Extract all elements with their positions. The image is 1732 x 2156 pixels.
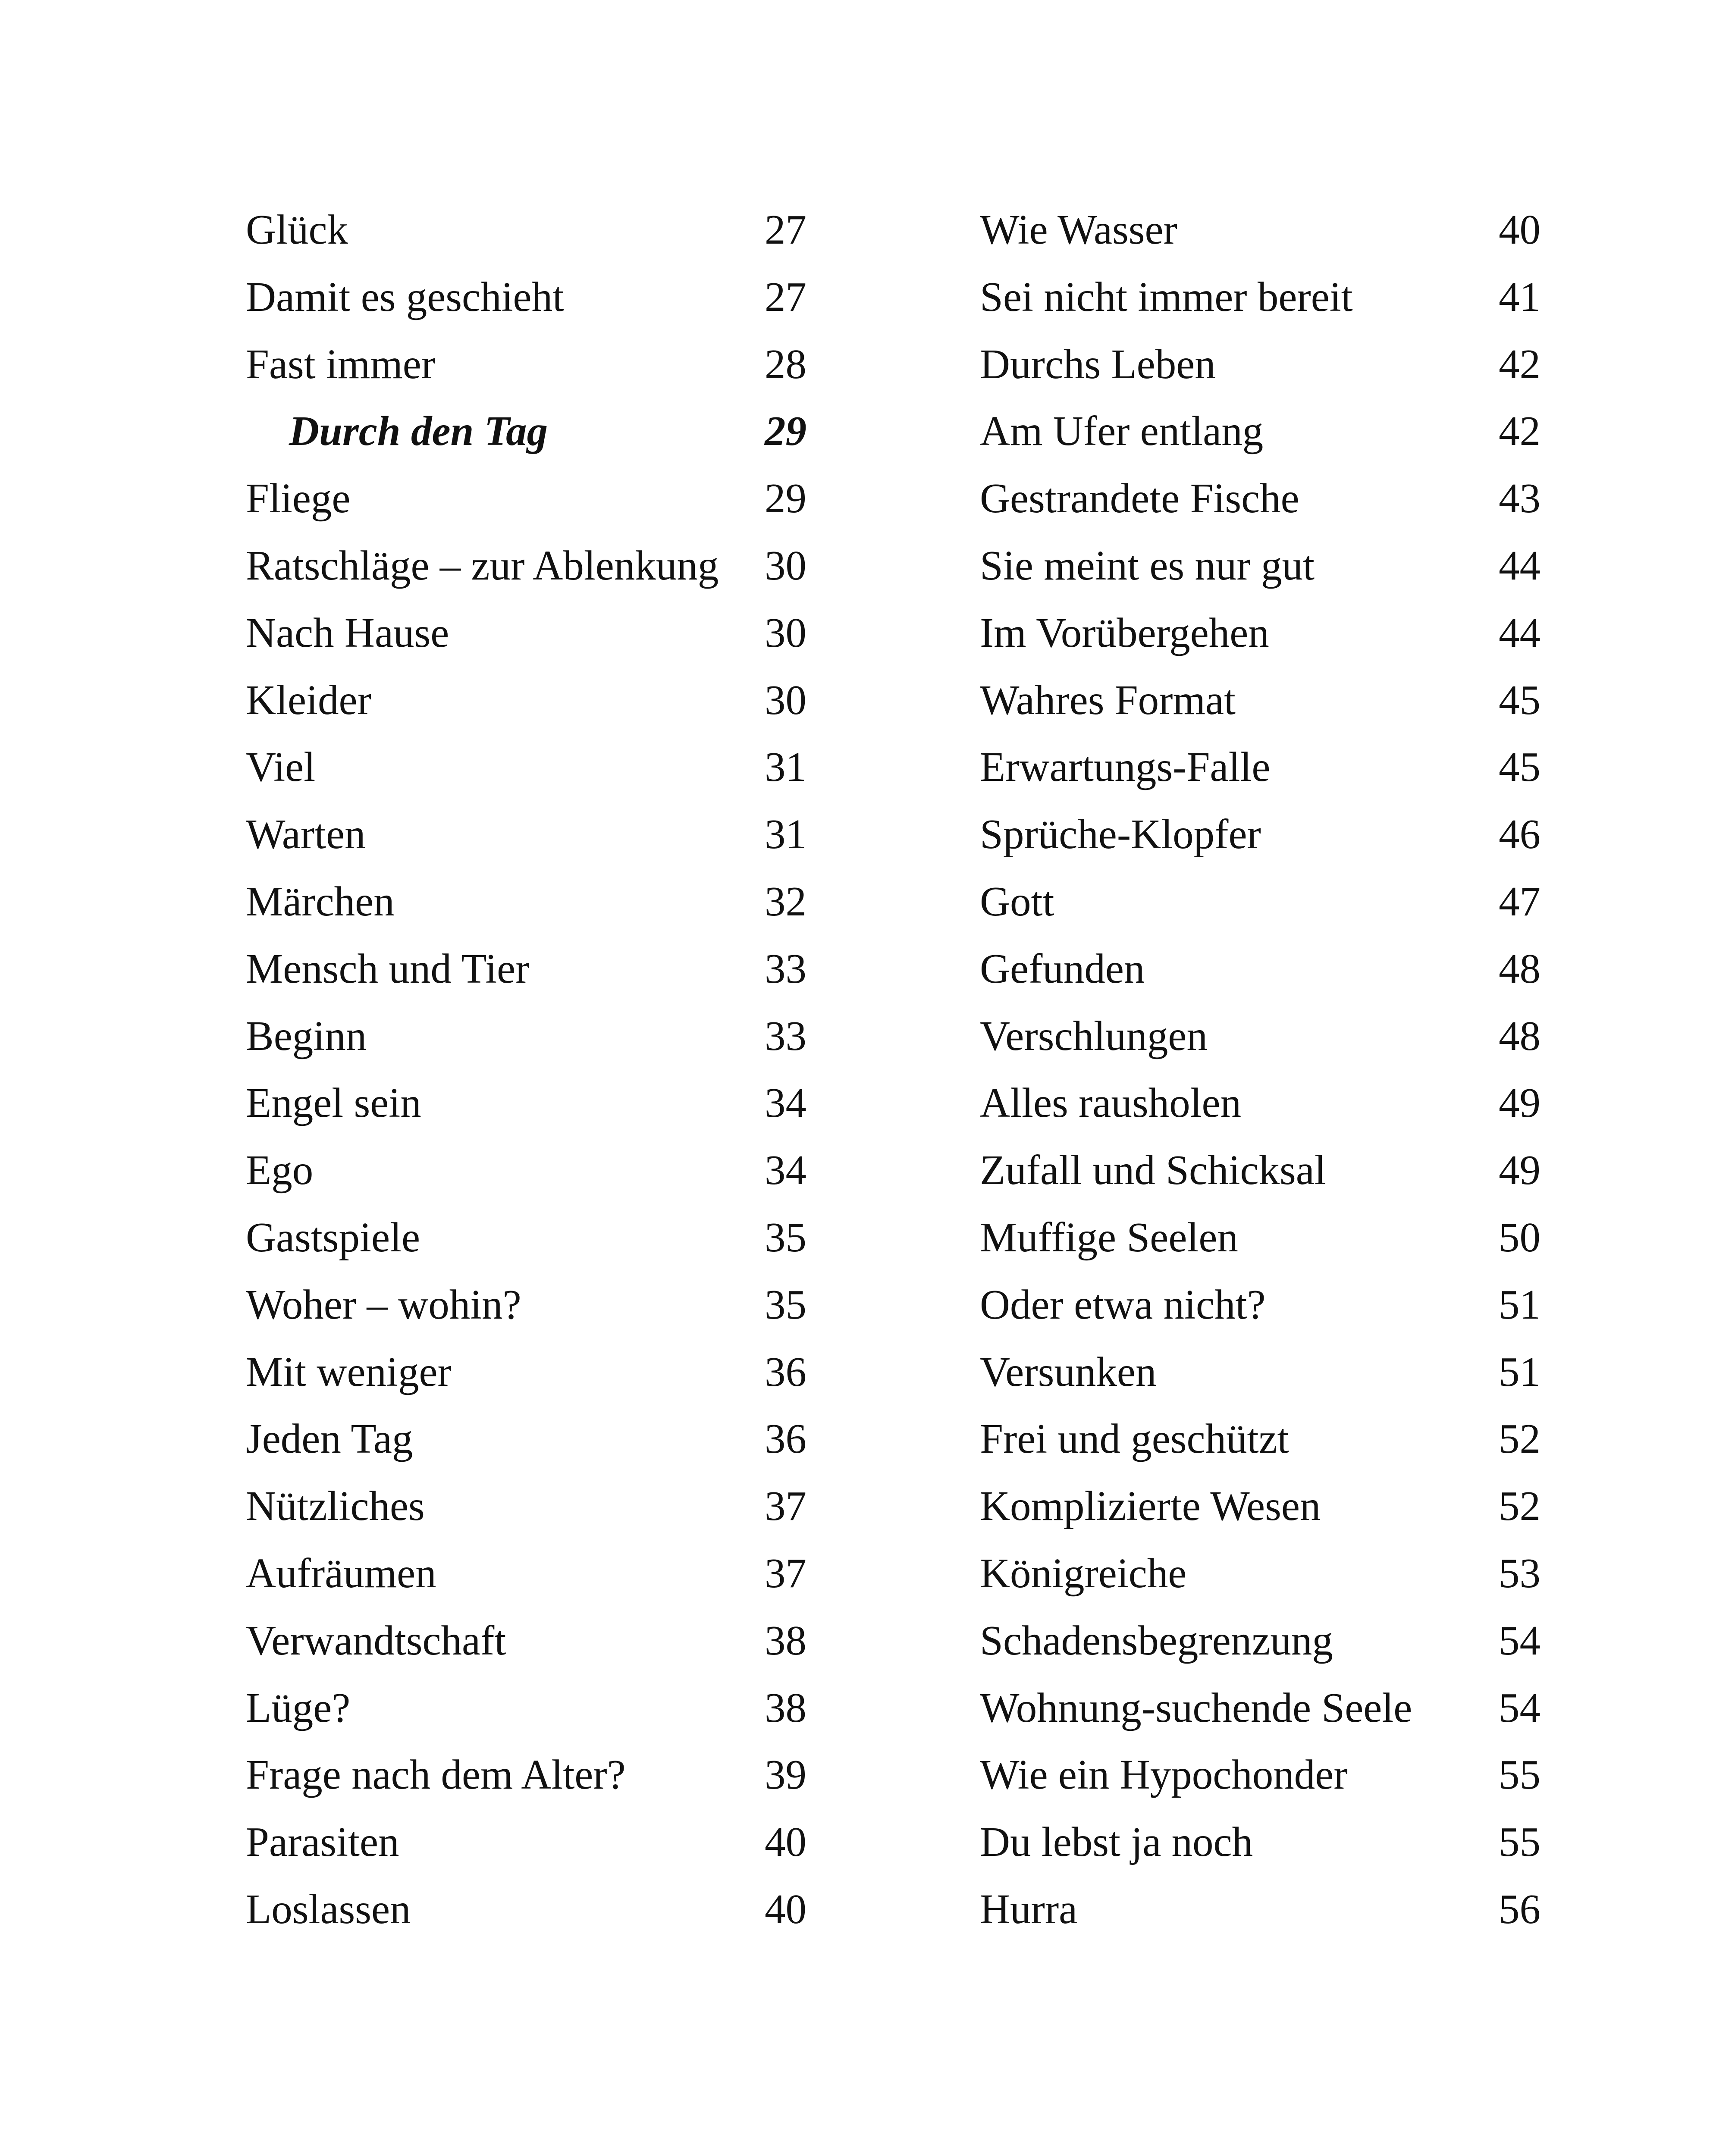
toc-entry: [980, 1405, 1541, 1473]
toc-entry-page-number: 38: [765, 1617, 806, 1664]
toc-column-left: [246, 196, 806, 1943]
toc-entry-title: Nach Hause: [246, 609, 449, 656]
toc-entry: [980, 1338, 1541, 1406]
toc-entry-title: Fast immer: [246, 341, 436, 387]
toc-entry-title: Erwartungs-Falle: [980, 744, 1271, 790]
toc-entry-page-number: 51: [1499, 1281, 1541, 1328]
toc-entry: [246, 1271, 806, 1338]
toc-entry: [246, 1876, 806, 1943]
toc-entry: [246, 1808, 806, 1876]
toc-entry-page-number: 53: [1499, 1550, 1541, 1596]
toc-entry: [980, 1876, 1541, 1943]
toc-entry: [246, 465, 806, 532]
toc-entry: [246, 1003, 806, 1070]
toc-entry-title: Gastspiele: [246, 1214, 420, 1260]
toc-entry: [246, 331, 806, 398]
toc-entry-title: Hurra: [980, 1886, 1078, 1932]
toc-entry: [980, 1674, 1541, 1742]
toc-entry-title: Frage nach dem Alter?: [246, 1752, 626, 1798]
toc-entry-page-number: 32: [765, 878, 806, 924]
toc-entry-page-number: 42: [1499, 408, 1541, 454]
toc-entry-page-number: 34: [765, 1147, 806, 1194]
toc-entry-title: Sei nicht immer bereit: [980, 273, 1353, 320]
toc-entry-page-number: 46: [1499, 811, 1541, 858]
toc-entry-page-number: 30: [765, 609, 806, 656]
toc-entry-title: Warten: [246, 811, 366, 858]
toc-entry-page-number: 41: [1499, 273, 1541, 320]
toc-entry-title: Du lebst ja noch: [980, 1819, 1253, 1865]
toc-entry: [980, 1204, 1541, 1271]
toc-entry-title: Engel sein: [246, 1080, 421, 1126]
toc-entry-title: Wahres Format: [980, 677, 1236, 723]
toc-entry-page-number: 45: [1499, 744, 1541, 790]
toc-entry: [246, 1674, 806, 1742]
toc-entry-page-number: 35: [765, 1281, 806, 1328]
toc-entry-page-number: 30: [765, 542, 806, 589]
toc-entry: [980, 1137, 1541, 1204]
toc-entry-title: Oder etwa nicht?: [980, 1281, 1266, 1328]
toc-entry-page-number: 55: [1499, 1752, 1541, 1798]
toc-entry: [246, 868, 806, 935]
toc-entry-title: Ego: [246, 1147, 314, 1194]
toc-entry-page-number: 40: [1499, 207, 1541, 253]
toc-entry-title: Beginn: [246, 1012, 367, 1059]
toc-entry-title: Gestrandete Fische: [980, 475, 1299, 522]
toc-entry-page-number: 39: [765, 1752, 806, 1798]
toc-entry-title: Am Ufer entlang: [980, 408, 1264, 454]
toc-entry-page-number: 42: [1499, 341, 1541, 387]
toc-entry: [980, 1808, 1541, 1876]
toc-entry-page-number: 33: [765, 945, 806, 992]
toc-entry-page-number: 49: [1499, 1147, 1541, 1194]
toc-entry-title: Komplizierte Wesen: [980, 1483, 1321, 1529]
toc-entry-title: Durch den Tag: [289, 408, 548, 454]
toc-entry-page-number: 36: [765, 1416, 806, 1462]
toc-entry-page-number: 29: [765, 408, 806, 454]
toc-entry-title: Alles rausholen: [980, 1080, 1242, 1126]
toc-entry-title: Durchs Leben: [980, 341, 1216, 387]
toc-entry-page-number: 44: [1499, 542, 1541, 589]
toc-entry: [246, 1137, 806, 1204]
toc-entry-title: Lüge?: [246, 1684, 351, 1731]
toc-entry-page-number: 52: [1499, 1483, 1541, 1529]
toc-entry-page-number: 31: [765, 811, 806, 858]
toc-entry-title: Ratschläge – zur Ablenkung: [246, 542, 719, 589]
toc-entry-page-number: 29: [765, 475, 806, 522]
toc-entry-page-number: 28: [765, 341, 806, 387]
toc-entry-title: Viel: [246, 744, 316, 790]
toc-entry: [246, 1204, 806, 1271]
toc-entry: [980, 1540, 1541, 1607]
toc-entry: [246, 801, 806, 868]
toc-entry: [246, 1540, 806, 1607]
toc-entry-title: Muffige Seelen: [980, 1214, 1238, 1260]
toc-entry: [246, 263, 806, 331]
toc-entry: [980, 667, 1541, 734]
toc-entry-page-number: 55: [1499, 1819, 1541, 1865]
toc-entry-title: Mit weniger: [246, 1348, 452, 1395]
toc-entry-title: Sie meint es nur gut: [980, 542, 1315, 589]
toc-entry-page-number: 31: [765, 744, 806, 790]
toc-entry-page-number: 27: [765, 273, 806, 320]
toc-column-right: [980, 196, 1541, 1943]
toc-entry-page-number: 40: [765, 1819, 806, 1865]
toc-entry: [246, 532, 806, 599]
toc-entry-title: Aufräumen: [246, 1550, 436, 1596]
toc-entry: [980, 599, 1541, 667]
toc-entry-page-number: 48: [1499, 945, 1541, 992]
toc-entry-title: Loslassen: [246, 1886, 411, 1932]
toc-entry: [246, 1405, 806, 1473]
toc-entry: [980, 1003, 1541, 1070]
toc-entry-page-number: 38: [765, 1684, 806, 1731]
toc-entry: [980, 1271, 1541, 1338]
toc-entry: [980, 331, 1541, 398]
toc-entry: [246, 196, 806, 263]
toc-entry-title: Königreiche: [980, 1550, 1187, 1596]
toc-entry: [980, 801, 1541, 868]
toc-entry-page-number: 37: [765, 1550, 806, 1596]
toc-entry: [980, 465, 1541, 532]
toc-entry: [980, 263, 1541, 331]
toc-entry: [246, 667, 806, 734]
toc-entry-title: Kleider: [246, 677, 371, 723]
toc-entry: [980, 935, 1541, 1003]
toc-entry: [246, 599, 806, 667]
toc-entry-title: Mensch und Tier: [246, 945, 530, 992]
toc-entry-page-number: 50: [1499, 1214, 1541, 1260]
toc-entry-title: Wie ein Hypochonder: [980, 1752, 1348, 1798]
toc-entry: [980, 868, 1541, 935]
toc-entry: [246, 1741, 806, 1808]
toc-entry-page-number: 36: [765, 1348, 806, 1395]
toc-entry-title: Wohnung-suchende Seele: [980, 1684, 1412, 1731]
toc-entry-page-number: 37: [765, 1483, 806, 1529]
toc-entry-title: Frei und geschützt: [980, 1416, 1289, 1462]
toc-entry: [246, 1607, 806, 1674]
toc-entry-title: Glück: [246, 207, 348, 253]
toc-entry: [246, 935, 806, 1003]
toc-entry: [246, 1473, 806, 1540]
toc-entry: [980, 1473, 1541, 1540]
toc-entry-title: Im Vorübergehen: [980, 609, 1269, 656]
toc-entry-title: Zufall und Schicksal: [980, 1147, 1326, 1194]
toc-entry: [246, 733, 806, 801]
toc-entry-page-number: 33: [765, 1012, 806, 1059]
toc-entry-title: Wie Wasser: [980, 207, 1177, 253]
toc-entry-page-number: 49: [1499, 1080, 1541, 1126]
toc-entry-title: Schadensbegrenzung: [980, 1617, 1333, 1664]
toc-entry-title: Verwandtschaft: [246, 1617, 506, 1664]
toc-entry: [980, 398, 1541, 465]
toc-entry-page-number: 54: [1499, 1617, 1541, 1664]
toc-entry-page-number: 54: [1499, 1684, 1541, 1731]
toc-entry: [246, 1069, 806, 1137]
toc-entry-title: Gefunden: [980, 945, 1145, 992]
toc-entry-page-number: 47: [1499, 878, 1541, 924]
toc-entry-page-number: 52: [1499, 1416, 1541, 1462]
toc-entry-title: Nützliches: [246, 1483, 425, 1529]
toc-entry-title: Sprüche-Klopfer: [980, 811, 1261, 858]
toc-entry-page-number: 30: [765, 677, 806, 723]
toc-section-entry: [246, 398, 806, 465]
toc-entry-page-number: 56: [1499, 1886, 1541, 1932]
toc-entry-title: Parasiten: [246, 1819, 399, 1865]
toc-entry: [980, 1069, 1541, 1137]
toc-entry-page-number: 44: [1499, 609, 1541, 656]
toc-entry-page-number: 34: [765, 1080, 806, 1126]
toc-entry: [246, 1338, 806, 1406]
toc-entry: [980, 1607, 1541, 1674]
toc-entry-page-number: 40: [765, 1886, 806, 1932]
toc-entry: [980, 1741, 1541, 1808]
toc-entry-title: Fliege: [246, 475, 351, 522]
toc-entry-title: Damit es geschieht: [246, 273, 565, 320]
toc-entry: [980, 733, 1541, 801]
toc-entry-page-number: 27: [765, 207, 806, 253]
toc-entry-title: Märchen: [246, 878, 395, 924]
toc-entry: [980, 532, 1541, 599]
toc-entry-page-number: 51: [1499, 1348, 1541, 1395]
toc-entry-page-number: 45: [1499, 677, 1541, 723]
toc-entry-title: Woher – wohin?: [246, 1281, 521, 1328]
toc-entry: [980, 196, 1541, 263]
toc-entry-title: Gott: [980, 878, 1054, 924]
toc-entry-page-number: 43: [1499, 475, 1541, 522]
toc-entry-page-number: 35: [765, 1214, 806, 1260]
toc-entry-title: Verschlungen: [980, 1012, 1208, 1059]
toc-entry-page-number: 48: [1499, 1012, 1541, 1059]
toc-entry-title: Jeden Tag: [246, 1416, 413, 1462]
toc-entry-title: Versunken: [980, 1348, 1157, 1395]
